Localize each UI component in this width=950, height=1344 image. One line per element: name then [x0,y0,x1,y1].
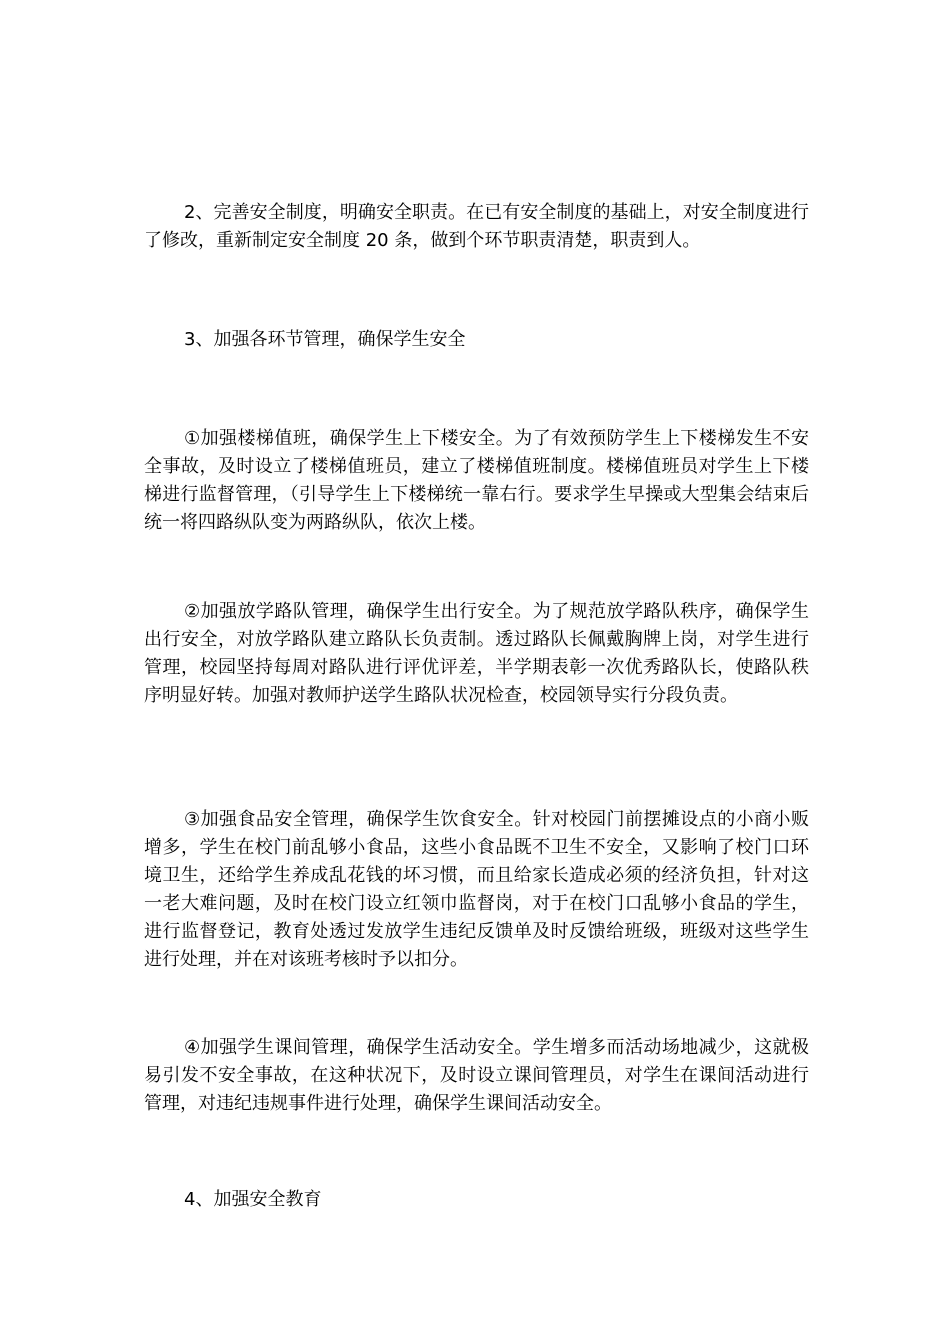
paragraph-stairs-duty: ①加强楼梯值班，确保学生上下楼安全。为了有效预防学生上下楼梯发生不安全事故，及时设立了楼梯值班员，建立了楼梯值班制度。楼梯值班员对学生上下楼梯进行监督管理，（引导学生上下楼梯统一靠右行。要求学生早操或大型集会结束后统一将四路纵队变为两路纵队，依次上楼。 [144,428,809,533]
paragraph-food-safety: ③加强食品安全管理，确保学生饮食安全。针对校园门前摆摊设点的小商小贩增多，学生在校门前乱够小食品，这些小食品既不卫生不安全，又影响了校门口环境卫生，还给学生养成乱花钱的坏习惯，而且给家长造成必须的经济负担，针对这一老大难问题，及时在校门设立红领巾监督岗，对于在校门口乱够小食品的学生，进行监督登记，教育处透过发放学生违纪反馈单及时反馈给班级，班级对这些学生进行处理，并在对该班考核时予以扣分。 [144,809,809,970]
paragraph-road-queue: ②加强放学路队管理，确保学生出行安全。为了规范放学路队秩序，确保学生出行安全，对放学路队建立路队长负责制。透过路队长佩戴胸牌上岗，对学生进行管理，校园坚持每周对路队进行评优评差，半学期表彰一次优秀路队长，使路队秩序明显好转。加强对教师护送学生路队状况检查，校园领导实行分段负责。 [144,601,809,706]
heading-management: 3、加强各环节管理，确保学生安全 [184,329,466,350]
heading-safety-education: 4、加强安全教育 [184,1189,322,1210]
paragraph-safety-system: 2、完善安全制度，明确安全职责。在已有安全制度的基础上，对安全制度进行了修改，重新制定安全制度 20 条，做到个环节职责清楚，职责到人。 [144,202,809,251]
paragraph-break-management: ④加强学生课间管理，确保学生活动安全。学生增多而活动场地减少，这就极易引发不安全事故，在这种状况下，及时设立课间管理员，对学生在课间活动进行管理，对违纪违规事件进行处理，确保学生课间活动安全。 [144,1037,809,1114]
